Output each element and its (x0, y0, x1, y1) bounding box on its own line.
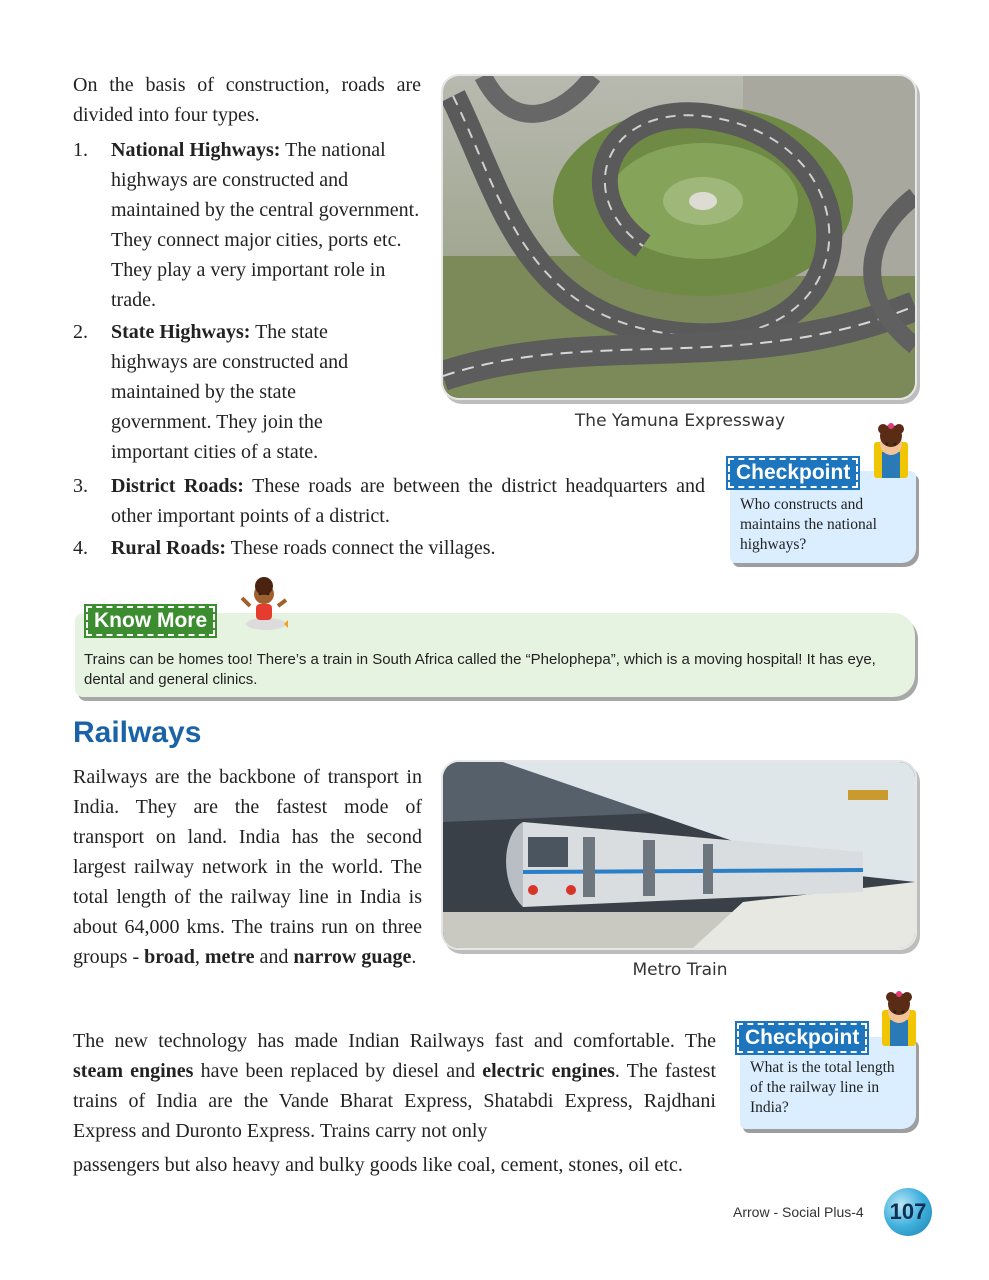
list-item-title: National Highways: (111, 139, 281, 161)
bold-term: metre (204, 946, 255, 968)
railways-paragraph-2 (73, 1026, 716, 1146)
list-number: 3. (73, 475, 88, 497)
girl-mascot-icon (876, 990, 922, 1048)
list-item-title: State Highways: (111, 321, 251, 343)
know-more-text: Trains can be homes too! There’s a train in South Africa called the “Phelophepa”, which is a moving hospital! It has eye, dental and general clinics. (84, 651, 876, 688)
metro-train-illustration (443, 762, 915, 948)
list-number: 4. (73, 537, 88, 559)
section-heading: Railways (73, 716, 202, 749)
girl-mascot-icon (868, 422, 914, 480)
text-run: . The fastest trains of India are the Vande Bharat Express, Shatabdi Express, Rajdhani Express and Duronto Express. Trains carry not only (73, 1060, 717, 1142)
page-number-globe (884, 1188, 932, 1236)
list-item-text: These roads connect the villages. (226, 537, 496, 559)
list-item-text: These roads are between the district headquarters and other important points of a district. (111, 475, 705, 527)
list-item (73, 471, 705, 531)
bold-term: narrow guage (293, 946, 412, 968)
text-run: The new technology has made Indian Railways fast and comfortable. The (73, 1030, 716, 1052)
expressway-photo (441, 74, 917, 400)
figure-caption: The Yamuna Expressway (574, 411, 786, 431)
know-more-tag: Know More (86, 606, 215, 636)
list-item (73, 135, 421, 315)
list-item (73, 533, 705, 563)
list-number: 2. (73, 321, 88, 343)
checkpoint-question: Who constructs and maintains the national highways? (740, 496, 877, 553)
railways-paragraph-2-end: passengers but also heavy and bulky goods like coal, cement, stones, oil etc. (73, 1154, 683, 1176)
bold-term: broad (144, 946, 195, 968)
bold-term: electric engines (482, 1060, 615, 1082)
roads-intro: On the basis of construction, roads are divided into four types. (73, 74, 421, 126)
list-item-text: The national highways are constructed and maintained by the central government. They connect major cities, ports etc. They play a very important role in trade. (111, 139, 420, 311)
list-item-title: District Roads: (111, 475, 244, 497)
boy-rocket-mascot-icon (240, 576, 288, 634)
text-run: and (254, 946, 294, 968)
railways-paragraph-1 (73, 762, 422, 972)
list-item-title: Rural Roads: (111, 537, 227, 559)
checkpoint-tag: Checkpoint (728, 458, 858, 488)
text-run: . (411, 946, 417, 968)
text-run: have been replaced by diesel and (193, 1060, 483, 1082)
bold-term: steam engines (73, 1060, 194, 1082)
expressway-illustration (443, 76, 915, 398)
checkpoint-tag: Checkpoint (737, 1023, 867, 1053)
text-run: Railways are the backbone of transport in India. They are the fastest mode of transport on land. India has the second largest railway network in the world. The total length of the railway line in India is about 64,000 kms. The trains run on three groups - (73, 766, 422, 968)
text-run: , (194, 946, 200, 968)
checkpoint-question: What is the total length of the railway line in India? (750, 1059, 895, 1116)
footer-book-title: Arrow - Social Plus-4 (733, 1204, 864, 1220)
list-item (73, 317, 373, 467)
list-number: 1. (73, 139, 88, 161)
list-item-text: The state highways are constructed and maintained by the state government. They join the important cities of a state. (111, 321, 349, 463)
metro-train-photo (441, 760, 917, 950)
figure-caption: Metro Train (632, 960, 728, 980)
page-number: 107 (889, 1199, 927, 1224)
